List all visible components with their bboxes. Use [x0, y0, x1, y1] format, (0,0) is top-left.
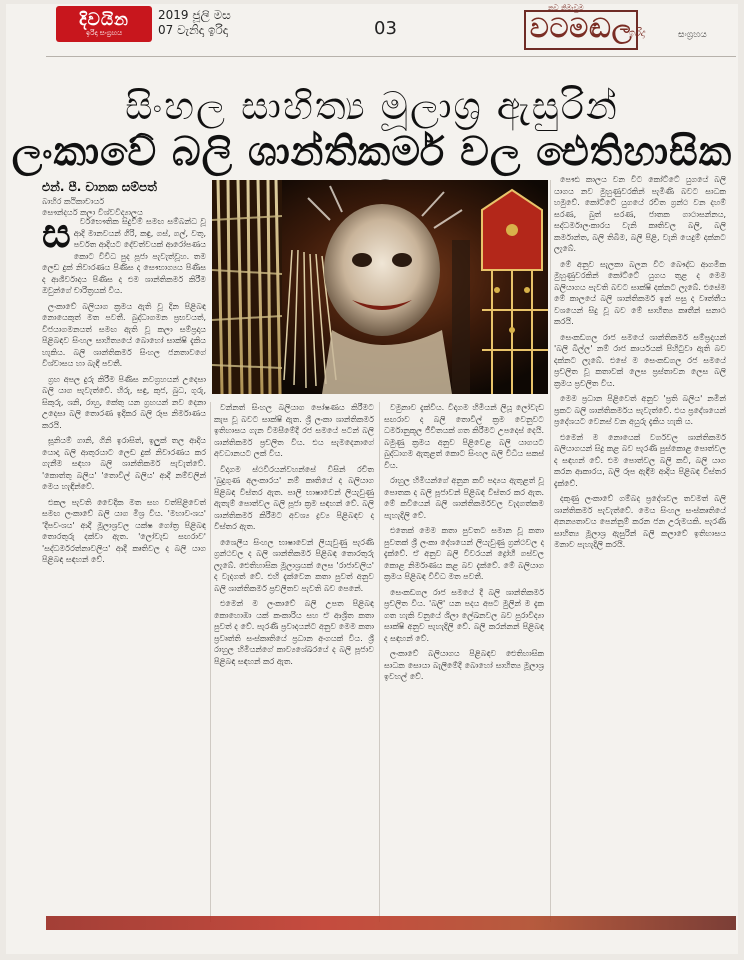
col4-paragraph: සෙංකඩගල රාජ සමයේ ශාන්තිකර්ම සම්ප්‍රදායන් 'බලි බිල්ල' නම් රාජ කාර්යයක් පිහිටුවා ඇති බව දක්නට ලැබේ. එසේ ම සෙංකඩගල රජ සමයේ ප්‍රචලිත වූ කතාවක් ලෙස ප්‍රස්තාවන ලෙස බලි ක්‍රමය ප්‍රචලිත විය.: [554, 332, 726, 388]
col2-paragraph: ශෛලීය සිංහල භාෂාවෙන් ලියැවුණු පැරණි ග්‍රන්ථවල ද බලි ශාන්තිකර්ම පිළිබඳ තොරතුරු ලැබේ. ඓතිහාසික මූලාශ්‍රයක් ලෙස 'රාජාවලිය' ද වැදගත් වේ. එහි දැක්වෙන කතා පුවත් අනුව බලි ශාන්තිකර්ම ප්‍රචලිතව පැවති බව පෙනේ.: [214, 537, 374, 593]
supplement-small-text: නව නිමැවුම: [548, 4, 584, 12]
article-column-4: [554, 174, 726, 944]
col1-paragraph: එකල පැවති වෛදික මත සහ වත්පිළිවෙත් සමඟ ලංකාවේ බලි යාග මිශ්‍ර විය. 'මහාවංශය' 'දීපවංශය' ආදී මූලාශ්‍රවල යක්ෂ ගෝත්‍ර පිළිබඳ තොරතුරු දක්වා ඇත. 'ලෝවැඩ සඟරාව' 'සද්ධර්මරත්නාවලිය' ආදී කෘතිවල ද බලි යාග පිළිබඳ සඳහන් වේ.: [42, 497, 206, 564]
page-number: 03: [374, 18, 397, 39]
masthead-logo: [56, 6, 152, 42]
header-divider: [46, 56, 736, 57]
article-column-2: [214, 402, 374, 942]
col2-paragraph: විදාගම ස්ථවිරයන්වහන්සේ විසින් රචිත 'බුදුගුණ අලංකාරය' නම් කෘතියේ ද බලියාග පිළිබඳ විස්තර ඇත. පාලි භාෂාවෙන් ලියැවුණු ඇතැම් පොත්වල බලි පූජා ක්‍රම සඳහන් වේ. බලි ශාන්තිකර්ම කිරීමට අවශ්‍ය ද්‍රව්‍ය පිළිබඳව ද විස්තර ඇත.: [214, 464, 374, 531]
col1-paragraph: ර්වභෞතික සිදුවීම් සමඟ සම්බන්ධ වූ ආදි මානවයන් ගිරි, කඳු, ගස්, ගල්, වතු, පර්වත ආදියට දේවත්වයක් ආරෝපණය කොට විවිධ පුද පූජා පැවැත්වූහ. තම ලෙඩ දුක් නිවාරණය පිණිස ද සෞභාග්‍යය පිණිස ද ආශීර්වාදය පිණිස ද එම ශාන්තිකර්ම කිරීම ඔවුන්ගේ චාරිත්‍රයක් විය.: [42, 217, 206, 295]
col3-paragraph: රාහුල හිමියන්ගේ අනුන කවි පද්‍යය ඇතුළත් වූ පොතක ද බලි පූජාවන් පිළිබඳ විස්තර කර ඇත. මේ කවියෙන් බලි ශාන්තිකර්මවල වැදගත්කම පැහැදිලි වේ.: [384, 476, 544, 520]
issue-date-line2: 07 වැනිදා ඉරිදා: [158, 23, 229, 37]
col1-paragraph: සූනියම් ගානි, ගිනි ඉරාසිත්, ඉලුක් තල ආදිය යොදා බලි ආතුරයාට ලෙඩ දුක් නිවාරණය කර ගැනීම සඳහා බලි ශාන්තිකර්ම පැවැත්වේ. 'කොත්තු බලිය' 'තොවිල් බලිය' ආදී නම්වලින් මෙය හැඳින්වේ.: [42, 436, 206, 491]
col2-paragraph: වන්නත් සිංහල බලියාග පෝෂණය කිරීමට කැප වූ බවට සාක්ෂි ඇත. ශ්‍රී ලංකා ශාන්තිකර්ම ඉතිහාසය ගැන විමසීමේදී රජ සමයේ පටන් බලි ශාන්තිකර්ම ප්‍රචලිත විය. එය සැමදෙනාගේ අවධානයට ලක් විය.: [214, 403, 374, 458]
supplement-tag: සංග්‍රහය: [678, 30, 707, 40]
bali-mask-photo: [212, 180, 548, 394]
column-rule: [379, 402, 380, 922]
masthead-subtitle: ඉරිදා සංග්‍රහය: [85, 29, 123, 37]
col4-paragraph: මේ අනුව සැලකා බලන විට බෞද්ධ ආගමික මුහුණුවරකින් කෝට්ටේ යුගය තුළ ද මෙම බලියාගය පැවති බවට සාක්ෂි දක්නට ලැබේ. එසේම මේ කාලයේ බලි ශාන්තිකර්ම ඉන් පසු ද වෘත්තීය වශයෙන් සිදු වූ බව මේ සාහිත්‍ය කෘතීන් සනාථ කරයි.: [554, 259, 726, 326]
author-institution: සෞන්දර්ය කලා විශ්වවිද්‍යාලය: [42, 208, 143, 217]
col2-paragraph: එමෙන් ම ලංකාවේ බලි උපත පිළිබඳ කොහොඹා යක් කංකාරිය සහ ඒ ආශ්‍රිත කතා පුවත් ද වේ. පැරණි ප්‍රවාදයන්ට අනුව මෙම කතා ප්‍රවෘත්ති සංස්කෘතියේ ප්‍රධාන අංගයක් විය. ශ්‍රී රාහුල හිමියන්ගේ කාව්‍යශේඛරයේ ද බලි පූජාව පිළිබඳ සඳහන් කර ඇත.: [214, 599, 374, 666]
author-name: එන්. පී. චානක සම්පත්: [42, 180, 157, 194]
supplement-name: වටමඬල: [530, 14, 633, 44]
author-role: බාහිර කථිකාචාර්ය: [42, 197, 105, 206]
drop-cap: ස: [42, 216, 71, 257]
col4-paragraph: පෞඪ කාලය වන විට කෝට්ටේ යුගයේ බලි යාගය නව මුහුණුවරකින් පැමිණි බවට සාධක හමුවේ. කෝට්ටේ යුගයේ රචිත ග්‍රන්ථ වන දහම් සරණ, බුත් සරණ, ජාතක ගාථාසන්නය, සද්ධර්මාලංකාරය වැනි කෘතිවල බලි, බලි කර්මාන්ත, බලි තිබීම, බලි පිළි, වැනි යෙදුම් දක්නට ලැබේ.: [554, 175, 726, 253]
col3-paragraph: වමුනාව දැක්විය. විදාගම හිමියන් ලියූ ලෝවැඩ සඟරාව ද බලි තොවිල් ක්‍රම වෙනුවට ධර්මානුකූල ජීවිතයක් ගත කිරීමට උපදෙස් දෙයි. බමුණු ක්‍රමය අනුව පිළිවෙළ බලි යාගයට බුද්ධාගම ඇතුළත් කොට සිංහල බලි විධිය සකස් විය.: [384, 403, 544, 470]
col4-paragraph: දකුණු ලංකාවේ ගම්බද ප්‍රදේශවල තවමත් බලි ශාන්තිකර්ම පැවැත්වේ. මෙය සිංහල සංස්කෘතියේ අනන්‍යතාවය පෙන්නුම් කරන ජන උරුමයකි. පැරණි සාහිත්‍ය මූලාශ්‍ර ඇසුරින් බලි කලාවේ ඉතිහාසය මනාව පැහැදිලි කරයි.: [554, 494, 726, 549]
column-rule: [550, 180, 551, 922]
article-column-1: [42, 216, 206, 944]
article-headline: ලංකාවේ බලි ශාන්තිකර්ම වල ඓතිහාසික: [11, 129, 733, 175]
column-rule: [210, 402, 211, 922]
footer-band: [46, 916, 736, 930]
issue-date-line1: 2019 ජූලි මස: [158, 8, 231, 22]
col3-paragraph: ලංකාවේ බලියාගය පිළිබඳව ඓතිහාසික සාධක සොයා බැලීමේදී බොහෝ සාහිත්‍ය මූලාශ්‍ර ඉවහල් වේ.: [384, 649, 544, 681]
article-kicker: සිංහල සාහිත්‍ය මූලාශ්‍ර ඇසුරින්: [125, 84, 619, 128]
article-column-3: [384, 402, 544, 942]
col4-paragraph: එමෙන් ම නොයෙක් වර්ගවල ශාන්තිකර්ම බලියාගයන් සිදු කළ බව පැරණි පුස්කොළ පොත්වල ද සඳහන් වේ. එම පොත්වල බලි කවි, බලි යාග කරන ආකාරය, බලි රූප ඇඳීම ආදිය පිළිබඳ විස්තර දැක්වේ.: [554, 432, 726, 488]
byline: [42, 180, 202, 218]
supplement-logo: [518, 4, 744, 54]
masthead-name: දිවයින: [79, 10, 129, 30]
col1-paragraph: ලංකාවේ බලියාග ක්‍රමය ඇති වූ දින පිළිබඳ නොයෙකුත් මත පවතී. බුද්ධාගමන ප්‍රභවයත්, විජයාගමනයත් සමඟ ඇති වූ කලා සම්ප්‍රදාය පිළිබඳව සිංහල සාහිත්‍යයේ බොහෝ සාක්ෂි දැකිය හැකිය. බලි ශාන්තිකර්ම සිංහල ජනතාවගේ විශ්වාසය හා බැඳී පවතී.: [42, 301, 206, 368]
article-photo: [212, 180, 548, 394]
col3-paragraph: එතෙක් මෙම කතා පුවතට සමාන වූ කතා පුවතක් ශ්‍රී ලංකා දේශයෙන් ලියැවුණු ග්‍රන්ථවල ද දැක්වේ. ඒ අනුව බලි විවරයන් ද්‍රෝහී ගස්වල කොළ නිර්මාණය කළ බව දැක්වේ. මේ බලියාග ක්‍රමය පිළිබඳ විවිධ මත පවතී.: [384, 526, 544, 581]
supplement-edition: ඉරිදා: [628, 28, 645, 39]
newspaper-page: [6, 4, 738, 954]
col4-paragraph: මෙම ප්‍රධාන පිළිවෙත් අනුව 'ප්‍රති බලිය' නමින් ප්‍රකට බලි ශාන්තිකර්මය පැවැත්වේ. එය ප්‍රදේශයෙන් ප්‍රදේශයට වෙනස් වන අයුරු දැකිය හැකි ය.: [554, 394, 726, 426]
col3-paragraph: සෙංකඩගල රාජ සමයේ දී බලි ශාන්තිකර්ම ප්‍රචලිත විය. 'බලි' යන පදය අපට මුලින් ම දැක ගත හැකි වනුයේ ශිලා ලේඛනවල බව පුරාවිද්‍යා සාක්ෂි අනුව පැහැදිලි වේ. බලි කරන්නන් පිළිබඳ ද සඳහන් වේ.: [384, 587, 544, 643]
issue-date: [158, 8, 231, 38]
col1-paragraph: ග්‍රහ අපල දුරු කිරීම පිණිස නවග්‍රහයන් උදෙසා බලි යාග පැවැත්වේ. හිරු, සඳු, කුජ, බුධ, ගුරු, සිකුරු, ශනි, රාහු, කේතු යන ග්‍රහයන් නව දෙනා උදෙසා බලි තොරණ ඉදිකර බලි රූප නිර්මාණය කරයි.: [42, 374, 206, 430]
